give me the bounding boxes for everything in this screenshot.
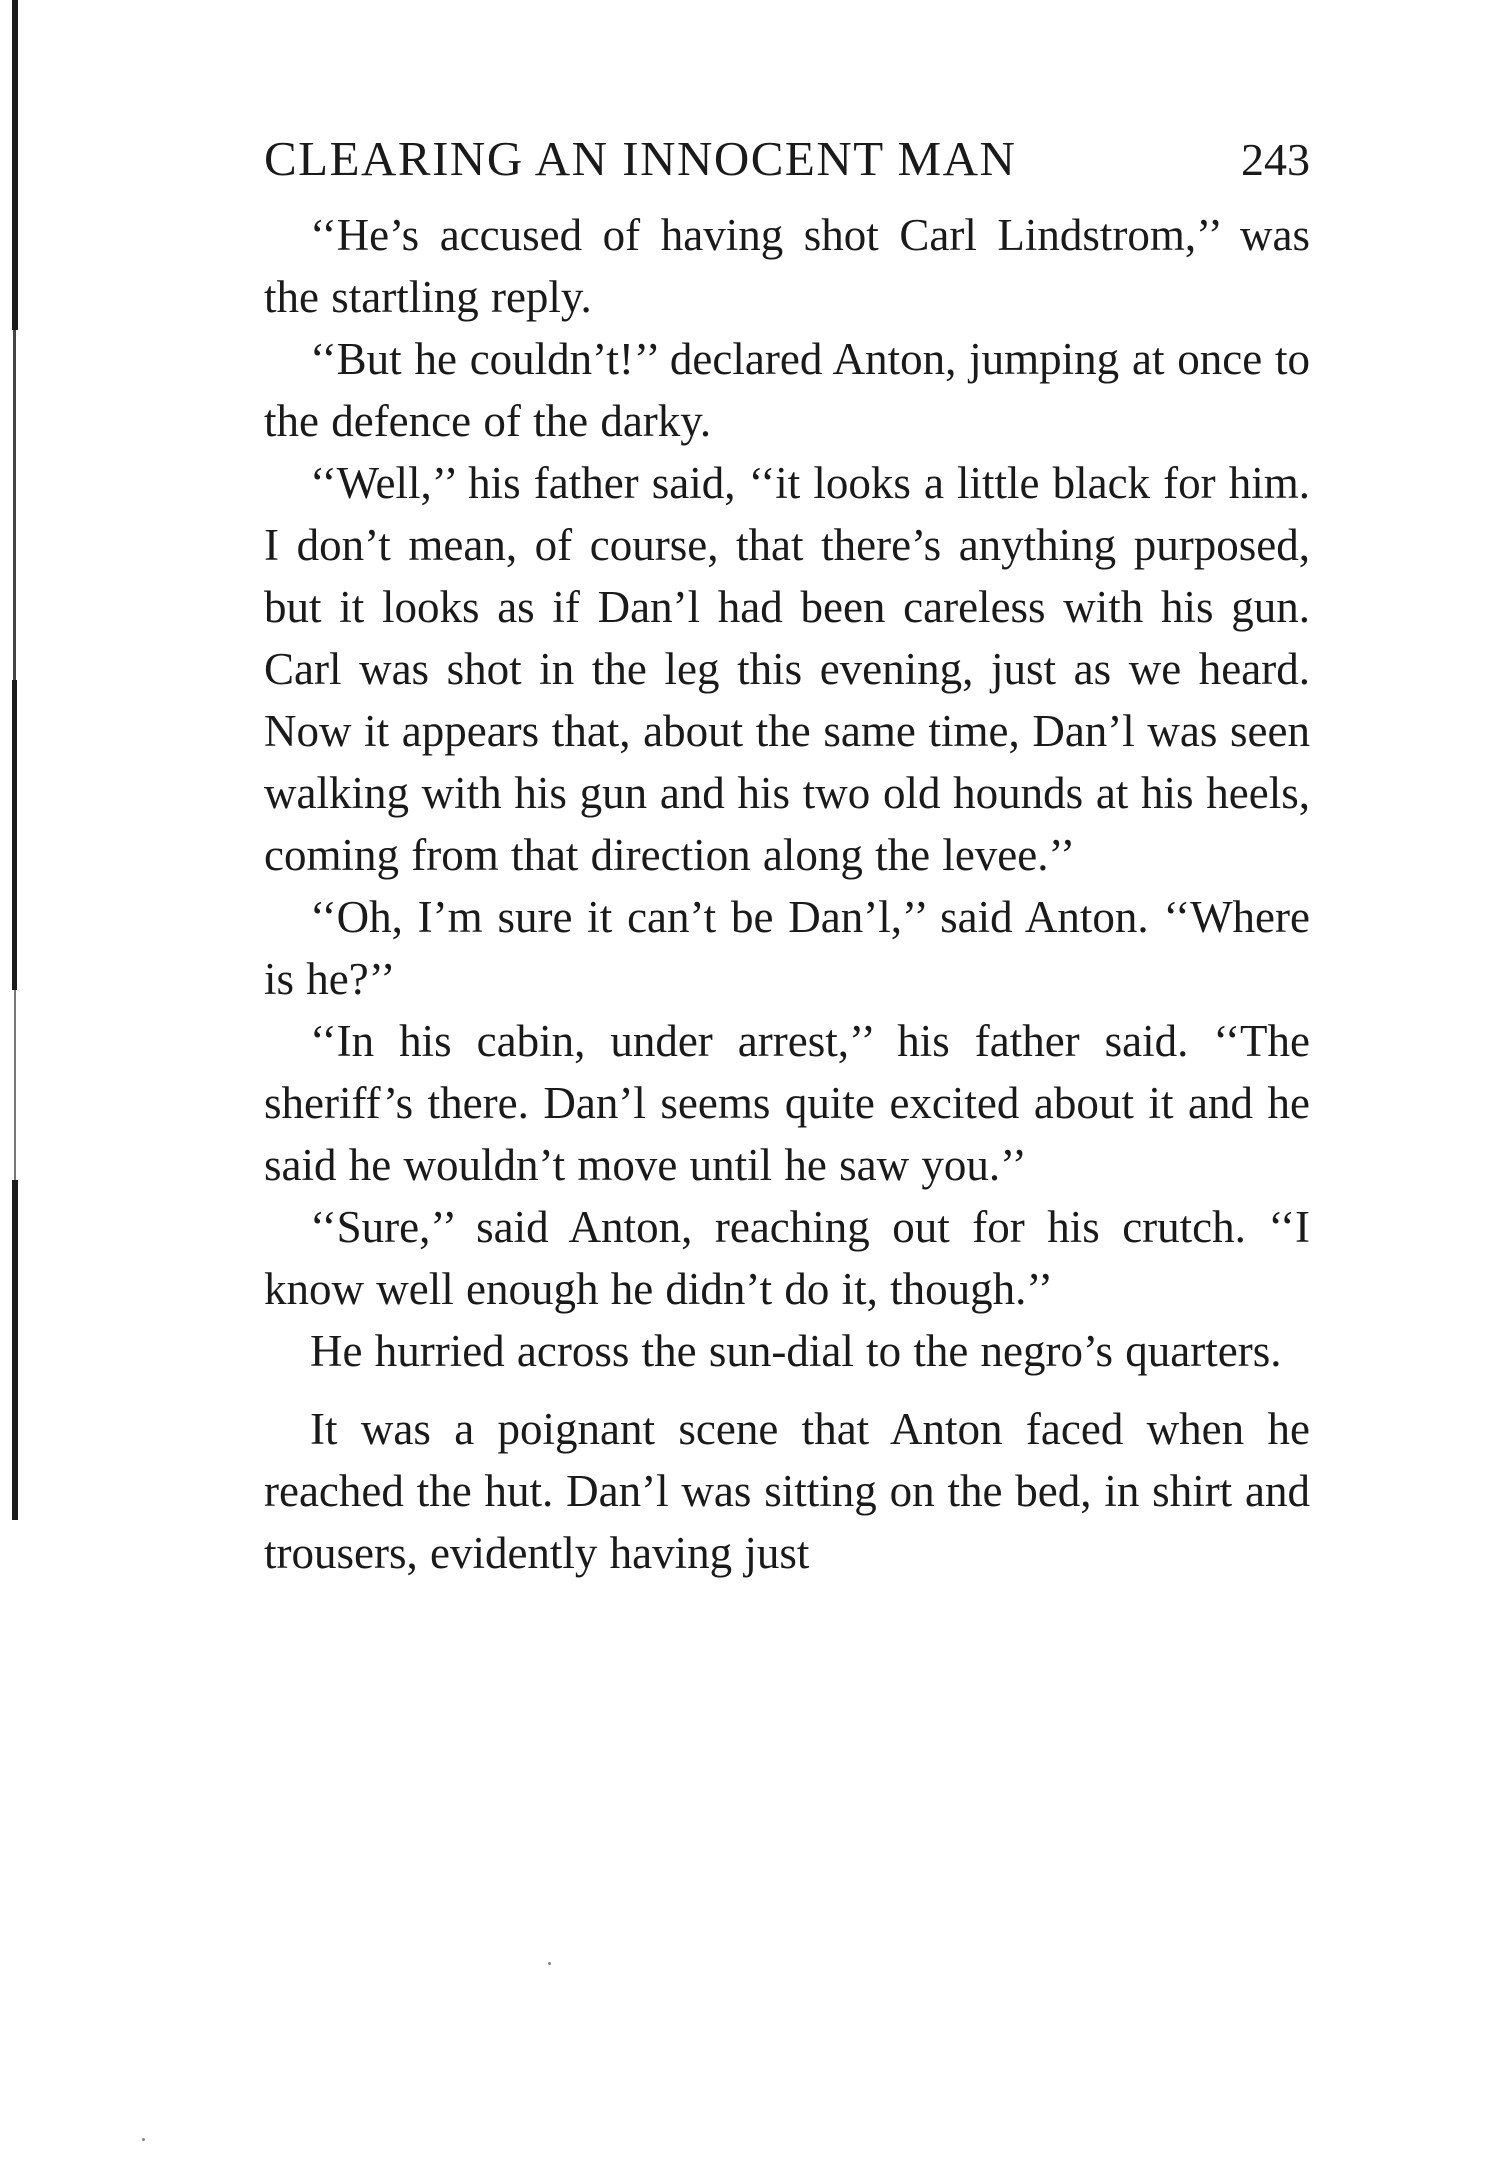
paragraph: ‘‘Sure,’’ said Anton, reaching out for his crutch. ‘‘I know well enough he didn’t do it, though.’’ bbox=[264, 1202, 1310, 1314]
running-head bbox=[264, 130, 1310, 196]
page-speck bbox=[548, 1962, 551, 1965]
binding-shadow bbox=[12, 680, 17, 990]
paragraph: It was a poignant scene that Anton faced when he reached the hut. Dan’l was sitting on the bed, in shirt and trousers, evidently having just bbox=[264, 1404, 1310, 1578]
binding-shadow bbox=[14, 990, 16, 1180]
paragraph: He hurried across the sun-dial to the negro’s quarters. bbox=[310, 1326, 1282, 1376]
binding-edge bbox=[8, 0, 22, 2182]
binding-shadow bbox=[12, 0, 18, 330]
paragraph: ‘‘In his cabin, under arrest,’’ his father said. ‘‘The sheriff’s there. Dan’l seems quite excited about it and he said he wouldn’t move until he saw you.’’ bbox=[264, 1016, 1310, 1190]
paragraph: ‘‘He’s accused of having shot Carl Lindstrom,’’ was the startling reply. bbox=[264, 210, 1310, 322]
paragraph: ‘‘But he couldn’t!’’ declared Anton, jumping at once to the defence of the darky. bbox=[264, 334, 1310, 446]
binding-shadow bbox=[12, 1180, 18, 1520]
book-page bbox=[264, 130, 1310, 1590]
page-number: 243 bbox=[1241, 134, 1310, 185]
paragraph: ‘‘Oh, I’m sure it can’t be Dan’l,’’ said Anton. ‘‘Where is he?’’ bbox=[264, 892, 1310, 1004]
binding-shadow bbox=[13, 330, 16, 680]
paragraph: ‘‘Well,’’ his father said, ‘‘it looks a little black for him. I don’t mean, of course, that there’s anything purposed, but it looks as if Dan’l had been careless with his gun. Carl was shot in the leg this evening, just as we heard. Now it appears that, about the same time, Dan’l was seen walking with his gun and his two old hounds at his heels, coming from that direction along the levee.’’ bbox=[264, 458, 1310, 880]
page-speck bbox=[142, 2138, 145, 2141]
running-head-title: CLEARING AN INNOCENT MAN bbox=[264, 131, 1017, 186]
